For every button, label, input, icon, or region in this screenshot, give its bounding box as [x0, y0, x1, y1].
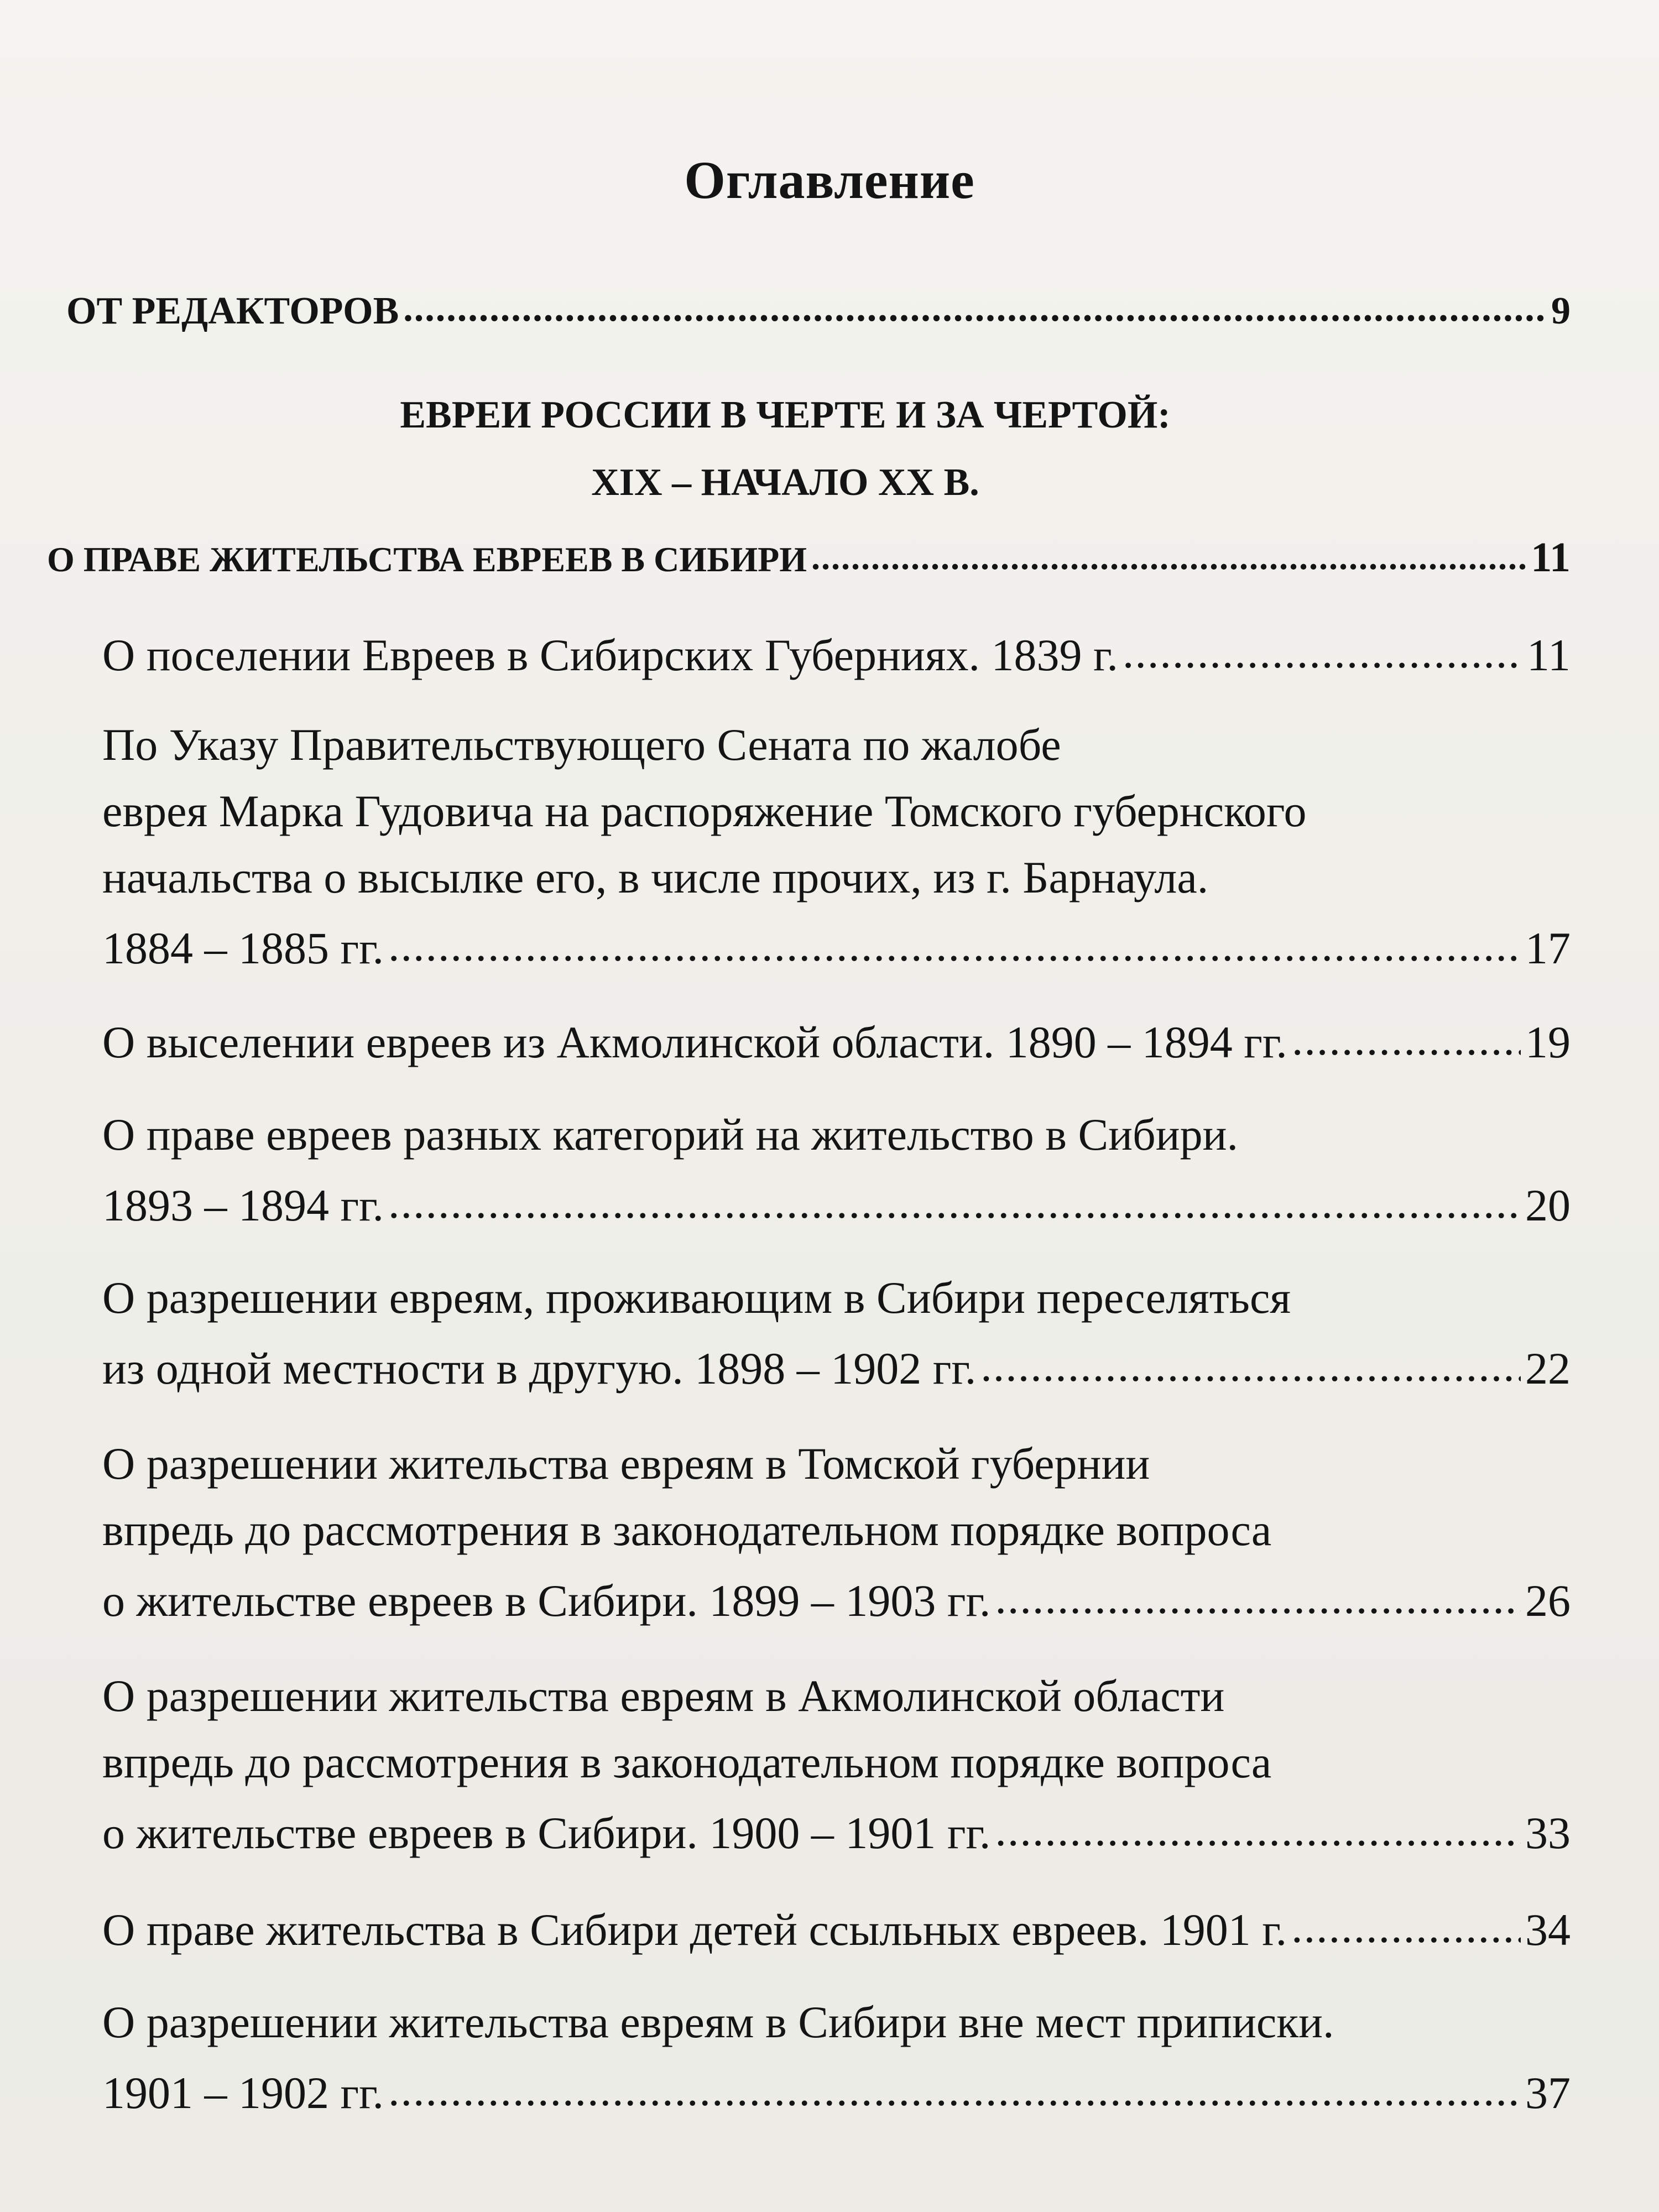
toc-entry-line: О праве евреев разных категорий на жительство в Сибири. [102, 1109, 1239, 1160]
toc-entry[interactable] [102, 1803, 1571, 1859]
toc-entry[interactable] [102, 1175, 1571, 1232]
toc-entry-line: впредь до рассмотрения в законодательном порядке вопроса [102, 1505, 1272, 1555]
leader-dots [995, 1803, 1521, 1848]
toc-entry-text: О поселении Евреев в Сибирских Губерниях. 1839 г. [102, 630, 1118, 680]
toc-entry-line: начальства о высылке его, в числе прочих, из г. Барнаула. [102, 852, 1209, 902]
toc-page-number: 33 [1525, 1808, 1571, 1858]
toc-page-number: 19 [1525, 1017, 1571, 1067]
toc-page-number: 11 [1527, 630, 1571, 680]
toc-entry-label: ОТ РЕДАКТОРОВ [66, 290, 399, 332]
toc-entry[interactable] [102, 2063, 1571, 2119]
toc-entry-text: 1901 – 1902 гг. [102, 2068, 384, 2118]
leader-dots [1291, 1900, 1521, 1945]
toc-page-number: 20 [1525, 1180, 1571, 1230]
toc-section-residence[interactable] [47, 534, 1571, 582]
leader-dots [388, 1175, 1521, 1220]
leader-dots [403, 285, 1547, 324]
toc-entry-text: О праве жительства в Сибири детей ссыльных евреев. 1901 г. [102, 1905, 1287, 1955]
toc-entry-editors[interactable] [66, 285, 1571, 333]
toc-entry-line: По Указу Правительствующего Сената по жалобе [102, 719, 1061, 770]
toc-entry-line: О разрешении жительства евреям в Акмолинской области [102, 1671, 1225, 1721]
toc-entry-line: еврея Марка Гудовича на распоряжение Томского губернского [102, 786, 1307, 836]
leader-dots [1123, 625, 1522, 670]
toc-page-number: 9 [1551, 290, 1571, 332]
toc-entry[interactable] [102, 1900, 1571, 1956]
toc-page-number: 34 [1525, 1905, 1571, 1955]
toc-entry-text: 1893 – 1894 гг. [102, 1180, 384, 1230]
toc-entry-text: из одной местности в другую. 1898 – 1902 гг. [102, 1343, 977, 1394]
leader-dots [388, 918, 1521, 963]
toc-entry[interactable] [102, 1571, 1571, 1627]
toc-page-number: 11 [1531, 534, 1571, 581]
toc-entry[interactable] [102, 625, 1571, 681]
leader-dots [388, 2063, 1521, 2108]
toc-entry[interactable] [102, 1338, 1571, 1395]
toc-page-number: 22 [1525, 1343, 1571, 1394]
leader-dots [811, 536, 1526, 571]
toc-entry-text: о жительстве евреев в Сибири. 1899 – 1903 гг. [102, 1575, 991, 1626]
toc-entry-text: о жительстве евреев в Сибири. 1900 – 1901 гг. [102, 1808, 991, 1858]
toc-entry-line: впредь до рассмотрения в законодательном порядке вопроса [102, 1737, 1272, 1787]
toc-entry[interactable] [102, 918, 1571, 974]
toc-entry-text: О выселении евреев из Акмолинской области. 1890 – 1894 гг. [102, 1017, 1287, 1067]
toc-entry-line: О разрешении жительства евреям в Сибири вне мест приписки. [102, 1997, 1334, 2047]
page-title: Оглавление [684, 150, 975, 210]
leader-dots [995, 1571, 1521, 1616]
toc-entry-text: 1884 – 1885 гг. [102, 923, 384, 973]
toc-section-label: О ПРАВЕ ЖИТЕЛЬСТВА ЕВРЕЕВ В СИБИРИ [47, 540, 807, 579]
toc-page-number: 17 [1525, 923, 1571, 973]
part-heading-line1: ЕВРЕИ РОССИИ В ЧЕРТЕ И ЗА ЧЕРТОЙ: [400, 394, 1171, 436]
toc-entry[interactable] [102, 1012, 1571, 1068]
part-heading-line2: XIX – НАЧАЛО XX В. [591, 461, 979, 504]
toc-page-number: 26 [1525, 1575, 1571, 1626]
toc-entry-line: О разрешении евреям, проживающим в Сибири переселяться [102, 1272, 1291, 1323]
toc-page-number: 37 [1525, 2068, 1571, 2118]
leader-dots [980, 1338, 1521, 1384]
leader-dots [1292, 1012, 1521, 1057]
toc-entry-line: О разрешении жительства евреям в Томской губернии [102, 1438, 1150, 1489]
